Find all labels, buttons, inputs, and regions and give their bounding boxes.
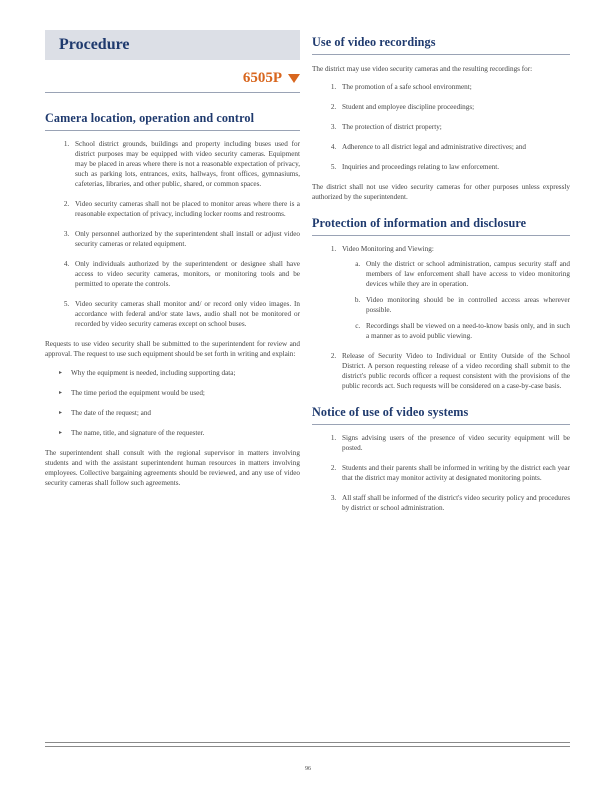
left-column [45, 30, 300, 488]
triangle-down-icon [288, 74, 300, 83]
notice-list [312, 433, 570, 513]
camera-section-title: Camera location, operation and control [45, 111, 300, 131]
use-list [312, 82, 570, 172]
page-number: 96 [305, 766, 311, 772]
list-item: 1. The promotion of a safe school environment; [338, 82, 570, 92]
camera-list [45, 139, 300, 329]
closing-paragraph: The superintendent shall consult with the regional supervisor in matters involving students and with the assistant superintendent human resources in matters involving employees. Collective bargaining agreements should be reviewed, and any use of video security cameras shall follow such agreements. [45, 449, 300, 487]
list-item: 2. Student and employee discipline proceedings; [338, 102, 570, 112]
use-closing: The district shall not use video security cameras for other purposes unless expressly authorized by the superintendent. [312, 183, 570, 201]
list-item [59, 388, 300, 398]
footer-divider [45, 746, 570, 747]
protection-section-title: Protection of information and disclosure [312, 216, 570, 236]
policy-code: 6505P [242, 70, 282, 86]
procedure-title: Procedure [59, 36, 130, 53]
protection-list [312, 244, 570, 391]
use-intro: The district may use video security cameras and the resulting recordings for: [312, 65, 533, 73]
requests-intro: Requests to use video security shall be submitted to the superintendent for review and approval. The request to use such equipment should be set forth in writing and explain: [45, 340, 300, 358]
list-item [59, 408, 300, 418]
right-column [312, 30, 570, 523]
list-item: 3. All staff shall be informed of the district's video security policy and procedures by district or school administration. [338, 493, 570, 513]
policy-code-row [45, 70, 300, 93]
procedure-banner [45, 30, 300, 60]
arrow-bullet-icon: ▸ [59, 389, 63, 396]
list-item: c. Recordings shall be viewed on a need-to-know basis only, and in such a manner as to avoid public viewing. [362, 321, 570, 341]
list-item-text: The name, title, and signature of the requester. [71, 429, 205, 437]
footer-divider [45, 742, 570, 743]
monitoring-heading: Video Monitoring and Viewing: [342, 245, 434, 253]
list-item [59, 428, 300, 438]
use-section-title: Use of video recordings [312, 35, 570, 55]
arrow-bullet-icon: ▸ [59, 369, 63, 376]
list-item-text: Why the equipment is needed, including supporting data; [71, 369, 236, 377]
arrow-bullet-icon: ▸ [59, 409, 63, 416]
list-item: 3. The protection of district property; [338, 122, 570, 132]
monitoring-sublist [342, 259, 570, 341]
list-item: 4. Adherence to all district legal and administrative directives; and [338, 142, 570, 152]
list-item: a. Only the district or school administration, campus security staff and members of law enforcement shall have access to video monitoring devices while they are in operation. [362, 259, 570, 289]
list-item: 5. Inquiries and proceedings relating to law enforcement. [338, 162, 570, 172]
list-item: 1. Signs advising users of the presence of video security equipment will be posted. [338, 433, 570, 453]
list-item [338, 244, 570, 341]
arrow-bullet-icon: ▸ [59, 429, 63, 436]
list-item: 4. Only individuals authorized by the superintendent or designee shall have access to video security cameras, monitors, or monitoring tools and be permitted to operate the controls. [71, 259, 300, 289]
list-item: 2. Students and their parents shall be informed in writing by the district each year that the district may monitor activity at designated monitoring points. [338, 463, 570, 483]
list-item-text: The date of the request; and [71, 409, 152, 417]
list-item: 2. Release of Security Video to Individual or Entity Outside of the School District. A person requesting release of a video recording shall submit to the district's public records officer a request consistent with the provisions of the public records act. Such requests will be considered on a case-by-case basis. [338, 351, 570, 391]
list-item: 3. Only personnel authorized by the superintendent shall install or adjust video security cameras or related equipment. [71, 229, 300, 249]
list-item [59, 368, 300, 378]
list-item: 2. Video security cameras shall not be placed to monitor areas where there is a reasonable expectation of privacy, including locker rooms and restrooms. [71, 199, 300, 219]
list-item: 5. Video security cameras shall monitor and/ or record only video images. In accordance with federal and/or state laws, audio shall not be monitored or recorded by video security cameras except on school buses. [71, 299, 300, 329]
list-item-text: The time period the equipment would be used; [71, 389, 205, 397]
notice-section-title: Notice of use of video systems [312, 405, 570, 425]
list-item: b. Video monitoring should be in controlled access areas wherever possible. [362, 295, 570, 315]
list-item: 1. School district grounds, buildings and property including buses used for district purposes may be equipped with video security cameras. Equipment may be placed in areas where there is not a reasonable expectation of privacy, such as parking lots, entrances, exits, hallways, front offices, gymnasiums, cafeterias, libraries, and other public, shared, or common spaces. [71, 139, 300, 189]
request-list [45, 368, 300, 438]
